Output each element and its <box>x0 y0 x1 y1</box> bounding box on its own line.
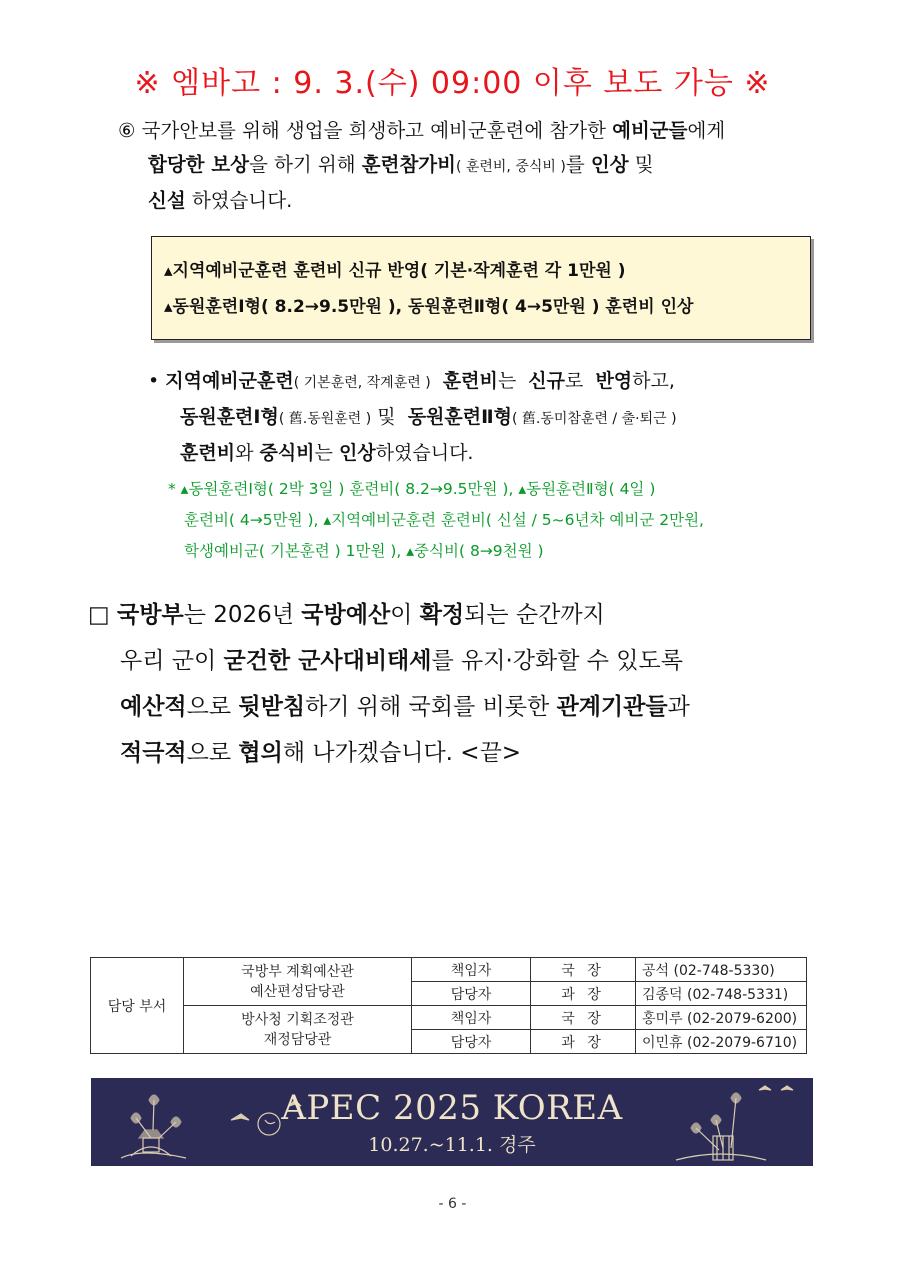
role-cell: 책임자 <box>412 1006 531 1030</box>
position-cell: 국 장 <box>531 1006 636 1030</box>
text-bold: 동원훈련Ⅰ형 <box>180 406 279 428</box>
banner-date: 10.27.~11.1. 경주 <box>368 1134 536 1156</box>
green-line-3: 학생예비군( 기본훈련 ) 1만원 ), ▴중식비( 8→9천원 ) <box>184 542 544 560</box>
text: 하기 위해 국회를 비롯한 <box>305 694 557 720</box>
main-line-4 <box>88 730 848 776</box>
text-bold: 인상 <box>338 442 376 464</box>
contact-cell: 이민휴 (02-2079-6710) <box>636 1030 807 1054</box>
para6-line-3 <box>118 184 838 218</box>
main-line-1 <box>88 592 848 638</box>
text-small: ( 기본훈련, 작계훈련 ) <box>293 375 431 391</box>
text: 하고, <box>632 370 675 392</box>
text-bold: 합당한 보상 <box>148 153 249 176</box>
table-row <box>91 958 807 982</box>
text-bold: 국방예산 <box>301 602 391 628</box>
text: 하였습니다. <box>375 442 474 464</box>
bullet-line-3 <box>148 436 838 470</box>
office-name: 국방부 계획예산관 <box>241 963 354 980</box>
text-bold: 확정 <box>419 602 465 628</box>
text-bold: 훈련참가비 <box>361 153 456 176</box>
para6-line-1 <box>118 114 838 148</box>
page-number: - 6 - <box>438 1196 467 1212</box>
bullet-mark: • <box>148 370 166 392</box>
text-bold: 굳건한 군사대비태세 <box>223 648 432 674</box>
checkbox-square-icon: □ <box>88 602 118 628</box>
highlight-box <box>151 236 811 340</box>
text-bold: 예비군들 <box>612 119 688 142</box>
main-line-2 <box>88 638 848 684</box>
paragraph-6 <box>118 114 838 218</box>
green-line-1: * ▴동원훈련Ⅰ형( 2박 3일 ) 훈련비( 8.2→9.5만원 ), ▴동원훈련Ⅱ형( 4일 ) <box>168 480 656 498</box>
table-row <box>91 1006 807 1030</box>
text-small: ( 훈련비, 중식비 ) <box>455 159 566 175</box>
text-bold: 신설 <box>148 189 186 212</box>
contact-cell: 공석 (02-748-5330) <box>636 958 807 982</box>
banner-title: APEC 2025 KOREA <box>281 1088 623 1128</box>
text: ⑥ 국가안보를 위해 생업을 희생하고 예비군훈련에 참가한 <box>118 119 613 142</box>
bullet-line-1 <box>148 364 838 400</box>
apec-banner <box>91 1078 813 1166</box>
text: 를 유지·강화할 수 있도록 <box>431 648 683 674</box>
text-bold: 지역예비군훈련 <box>165 370 294 392</box>
role-cell: 담당자 <box>412 982 531 1006</box>
text-bold: 적극적 <box>120 740 187 766</box>
position-cell: 과 장 <box>531 982 636 1006</box>
text-bold: 국방부 <box>117 602 184 628</box>
text: 를 <box>565 153 591 176</box>
text: 우리 군이 <box>120 648 224 674</box>
role-cell: 책임자 <box>412 958 531 982</box>
contact-table <box>90 957 807 1054</box>
text-bold: 훈련비 <box>442 370 498 392</box>
text: 해 나가겠습니다. <끝> <box>282 740 522 766</box>
text: 와 <box>235 442 260 464</box>
office-cell <box>184 1006 412 1054</box>
embargo-notice: ※ 엠바고 : 9. 3.(수) 09:00 이후 보도 가능 ※ <box>134 66 771 101</box>
text: 과 <box>667 694 690 720</box>
bullet-paragraph <box>148 364 838 470</box>
text: 및 <box>371 406 402 428</box>
text: 으로 <box>186 740 239 766</box>
text: 는 2026년 <box>183 602 302 628</box>
office-division: 재정담당관 <box>263 1031 332 1048</box>
dept-label: 담당 부서 <box>91 958 184 1054</box>
position-cell: 과 장 <box>531 1030 636 1054</box>
para6-line-2 <box>118 148 838 184</box>
green-line-2: 훈련비( 4→5만원 ), ▴지역예비군훈련 훈련비( 신설 / 5~6년차 예비군 2만원, <box>184 511 704 529</box>
text: 및 <box>628 153 654 176</box>
text: 이 <box>390 602 420 628</box>
text-bold: 협의 <box>238 740 283 766</box>
text-bold: 동원훈련Ⅱ형 <box>407 406 512 428</box>
text: 에게 <box>687 119 726 142</box>
text: 하였습니다. <box>185 189 293 212</box>
text-small: ( 舊.동원훈련 ) <box>278 411 372 427</box>
bullet-line-2 <box>148 400 838 436</box>
office-cell <box>184 958 412 1006</box>
text-bold: 인상 <box>590 153 629 176</box>
text: 는 <box>497 370 523 392</box>
text-bold: 훈련비 <box>180 442 236 464</box>
text-bold: 뒷받침 <box>238 694 306 720</box>
text: 으로 <box>186 694 239 720</box>
text-bold: 관계기관들 <box>556 694 668 720</box>
text-small: ( 舊.동미참훈련 / 출·퇴근 ) <box>512 411 677 427</box>
contact-cell: 홍미루 (02-2079-6200) <box>636 1006 807 1030</box>
text-bold: 중식비 <box>259 442 315 464</box>
highlight-line-2: ▴동원훈련Ⅰ형( 8.2→9.5만원 ), 동원훈련Ⅱ형( 4→5만원 ) 훈련비 인상 <box>164 297 694 317</box>
office-division: 예산편성담당관 <box>250 983 345 1000</box>
text-bold: 예산적 <box>120 694 187 720</box>
position-cell: 국 장 <box>531 958 636 982</box>
main-line-3 <box>88 684 848 730</box>
role-cell: 담당자 <box>412 1030 531 1054</box>
contact-cell: 김종덕 (02-748-5331) <box>636 982 807 1006</box>
text-bold: 신규 <box>528 370 565 392</box>
text-bold: 반영 <box>595 370 633 392</box>
main-paragraph <box>88 592 848 776</box>
highlight-line-1: ▴지역예비군훈련 훈련비 신규 반영( 기본·작계훈련 각 1만원 ) <box>164 261 626 281</box>
text: 을 하기 위해 <box>248 153 362 176</box>
text: 되는 순간까지 <box>464 602 605 628</box>
text: 는 <box>314 442 339 464</box>
green-footnote <box>168 474 848 567</box>
office-name: 방사청 기획조정관 <box>241 1011 354 1028</box>
text: 로 <box>564 370 590 392</box>
